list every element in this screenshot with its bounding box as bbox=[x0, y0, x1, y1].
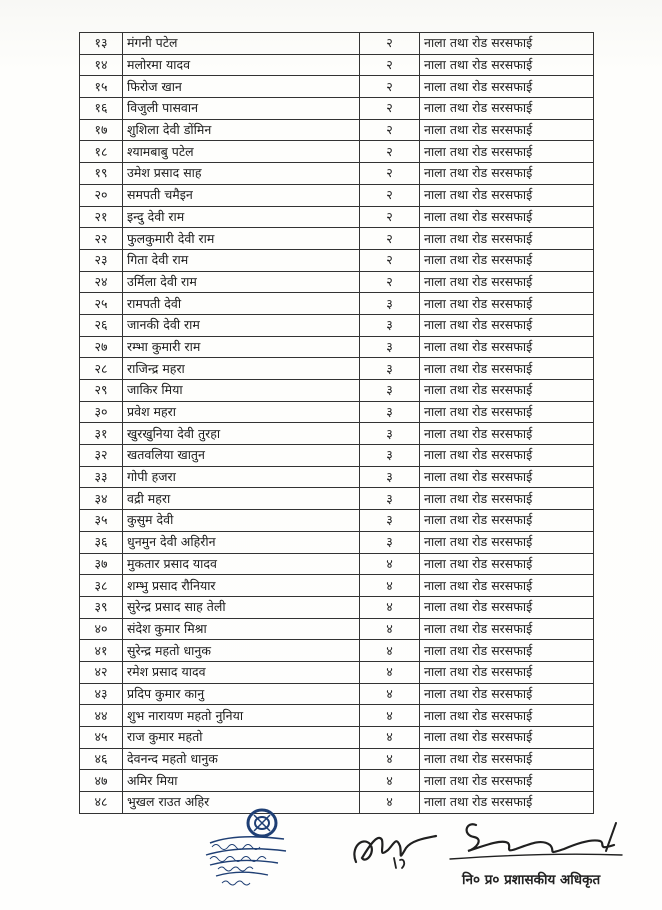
table-row bbox=[80, 249, 594, 271]
ward-number-cell: ४ bbox=[360, 618, 420, 640]
serial-number-cell: ३१ bbox=[80, 423, 123, 445]
work-description-cell: नाला तथा रोड सरसफाई bbox=[420, 596, 594, 618]
worker-name-cell: शुभ नारायण महतो नुनिया bbox=[123, 705, 360, 727]
worker-name-cell: श्यामबाबु पटेल bbox=[123, 141, 360, 163]
worker-name-cell: समपती चमैइन bbox=[123, 184, 360, 206]
ward-number-cell: ४ bbox=[360, 575, 420, 597]
table-row bbox=[80, 683, 594, 705]
serial-number-cell: ४७ bbox=[80, 770, 123, 792]
table-row bbox=[80, 358, 594, 380]
ward-number-cell: ३ bbox=[360, 445, 420, 467]
table-row bbox=[80, 228, 594, 250]
work-description-cell: नाला तथा रोड सरसफाई bbox=[420, 770, 594, 792]
worker-name-cell: इन्दु देवी राम bbox=[123, 206, 360, 228]
table-row bbox=[80, 76, 594, 98]
ward-number-cell: ४ bbox=[360, 770, 420, 792]
worker-name-cell: गोपी हजरा bbox=[123, 466, 360, 488]
ward-number-cell: ३ bbox=[360, 488, 420, 510]
ward-number-cell: ३ bbox=[360, 466, 420, 488]
worker-name-cell: जाकिर मिया bbox=[123, 380, 360, 402]
table-row bbox=[80, 640, 594, 662]
table-row bbox=[80, 445, 594, 467]
work-description-cell: नाला तथा रोड सरसफाई bbox=[420, 76, 594, 98]
work-description-cell: नाला तथा रोड सरसफाई bbox=[420, 727, 594, 749]
worker-name-cell: अमिर मिया bbox=[123, 770, 360, 792]
table-row bbox=[80, 466, 594, 488]
table-row bbox=[80, 510, 594, 532]
work-description-cell: नाला तथा रोड सरसफाई bbox=[420, 141, 594, 163]
table-row bbox=[80, 314, 594, 336]
work-description-cell: नाला तथा रोड सरसफाई bbox=[420, 683, 594, 705]
table-row bbox=[80, 33, 594, 55]
work-description-cell: नाला तथा रोड सरसफाई bbox=[420, 423, 594, 445]
work-description-cell: नाला तथा रोड सरसफाई bbox=[420, 358, 594, 380]
work-description-cell: नाला तथा रोड सरसफाई bbox=[420, 553, 594, 575]
ward-number-cell: २ bbox=[360, 98, 420, 120]
worker-name-cell: कुसुम देवी bbox=[123, 510, 360, 532]
ward-number-cell: ३ bbox=[360, 380, 420, 402]
worker-name-cell: देवनन्द महतो धानुक bbox=[123, 748, 360, 770]
table-row bbox=[80, 401, 594, 423]
worker-name-cell: प्रदिप कुमार कानु bbox=[123, 683, 360, 705]
ward-number-cell: ४ bbox=[360, 792, 420, 814]
serial-number-cell: ३८ bbox=[80, 575, 123, 597]
worker-name-cell: राज कुमार महतो bbox=[123, 727, 360, 749]
signature-2-icon bbox=[446, 815, 626, 865]
work-description-cell: नाला तथा रोड सरसफाई bbox=[420, 466, 594, 488]
worker-name-cell: भुखल राउत अहिर bbox=[123, 792, 360, 814]
table-row bbox=[80, 705, 594, 727]
worker-name-cell: मंगनी पटेल bbox=[123, 33, 360, 55]
table-row bbox=[80, 54, 594, 76]
work-description-cell: नाला तथा रोड सरसफाई bbox=[420, 445, 594, 467]
worker-name-cell: संदेश कुमार मिश्रा bbox=[123, 618, 360, 640]
table-row bbox=[80, 553, 594, 575]
table-row bbox=[80, 531, 594, 553]
officer-designation: नि० प्र० प्रशासकीय अधिकृत bbox=[462, 872, 601, 888]
ward-number-cell: २ bbox=[360, 119, 420, 141]
ward-number-cell: ४ bbox=[360, 705, 420, 727]
worker-name-cell: विजुली पासवान bbox=[123, 98, 360, 120]
ward-number-cell: २ bbox=[360, 163, 420, 185]
work-description-cell: नाला तथा रोड सरसफाई bbox=[420, 336, 594, 358]
work-description-cell: नाला तथा रोड सरसफाई bbox=[420, 705, 594, 727]
ward-number-cell: २ bbox=[360, 141, 420, 163]
serial-number-cell: ३० bbox=[80, 401, 123, 423]
ward-number-cell: २ bbox=[360, 76, 420, 98]
municipality-seal-icon bbox=[196, 803, 292, 895]
work-description-cell: नाला तथा रोड सरसफाई bbox=[420, 510, 594, 532]
worker-name-cell: उमेश प्रसाद साह bbox=[123, 163, 360, 185]
ward-number-cell: ३ bbox=[360, 336, 420, 358]
table-row bbox=[80, 98, 594, 120]
work-description-cell: नाला तथा रोड सरसफाई bbox=[420, 33, 594, 55]
serial-number-cell: २७ bbox=[80, 336, 123, 358]
signature-1-icon bbox=[348, 818, 440, 876]
table-row bbox=[80, 618, 594, 640]
work-description-cell: नाला तथा रोड सरसफाई bbox=[420, 575, 594, 597]
serial-number-cell: ३५ bbox=[80, 510, 123, 532]
work-description-cell: नाला तथा रोड सरसफाई bbox=[420, 748, 594, 770]
serial-number-cell: २१ bbox=[80, 206, 123, 228]
ward-number-cell: २ bbox=[360, 228, 420, 250]
serial-number-cell: ३४ bbox=[80, 488, 123, 510]
worker-name-cell: उर्मिला देवी राम bbox=[123, 271, 360, 293]
worker-name-cell: प्रवेश महरा bbox=[123, 401, 360, 423]
ward-number-cell: ३ bbox=[360, 314, 420, 336]
work-description-cell: नाला तथा रोड सरसफाई bbox=[420, 271, 594, 293]
work-description-cell: नाला तथा रोड सरसफाई bbox=[420, 184, 594, 206]
serial-number-cell: २६ bbox=[80, 314, 123, 336]
serial-number-cell: १७ bbox=[80, 119, 123, 141]
worker-name-cell: राजिन्द्र महरा bbox=[123, 358, 360, 380]
worker-name-cell: मुकतार प्रसाद यादव bbox=[123, 553, 360, 575]
worker-name-cell: जानकी देवी राम bbox=[123, 314, 360, 336]
serial-number-cell: ३६ bbox=[80, 531, 123, 553]
ward-number-cell: ४ bbox=[360, 727, 420, 749]
work-description-cell: नाला तथा रोड सरसफाई bbox=[420, 206, 594, 228]
work-description-cell: नाला तथा रोड सरसफाई bbox=[420, 163, 594, 185]
table-row bbox=[80, 661, 594, 683]
table-row bbox=[80, 184, 594, 206]
ward-number-cell: ४ bbox=[360, 596, 420, 618]
table-row bbox=[80, 271, 594, 293]
serial-number-cell: १९ bbox=[80, 163, 123, 185]
worker-name-cell: फुलकुमारी देवी राम bbox=[123, 228, 360, 250]
serial-number-cell: २८ bbox=[80, 358, 123, 380]
serial-number-cell: २९ bbox=[80, 380, 123, 402]
serial-number-cell: ३२ bbox=[80, 445, 123, 467]
worker-name-cell: सुरेन्द्र प्रसाद साह तेली bbox=[123, 596, 360, 618]
serial-number-cell: ४४ bbox=[80, 705, 123, 727]
worker-name-cell: सुरेन्द्र महतो धानुक bbox=[123, 640, 360, 662]
ward-number-cell: ३ bbox=[360, 293, 420, 315]
work-description-cell: नाला तथा रोड सरसफाई bbox=[420, 380, 594, 402]
table-row bbox=[80, 336, 594, 358]
serial-number-cell: ३३ bbox=[80, 466, 123, 488]
serial-number-cell: २४ bbox=[80, 271, 123, 293]
work-description-cell: नाला तथा रोड सरसफाई bbox=[420, 792, 594, 814]
work-description-cell: नाला तथा रोड सरसफाई bbox=[420, 98, 594, 120]
worker-name-cell: खतवलिया खातुन bbox=[123, 445, 360, 467]
serial-number-cell: ४० bbox=[80, 618, 123, 640]
work-description-cell: नाला तथा रोड सरसफाई bbox=[420, 119, 594, 141]
work-description-cell: नाला तथा रोड सरसफाई bbox=[420, 531, 594, 553]
ward-number-cell: २ bbox=[360, 184, 420, 206]
worker-name-cell: शम्भु प्रसाद रौनियार bbox=[123, 575, 360, 597]
table-row bbox=[80, 293, 594, 315]
serial-number-cell: ४३ bbox=[80, 683, 123, 705]
ward-number-cell: ३ bbox=[360, 401, 420, 423]
work-description-cell: नाला तथा रोड सरसफाई bbox=[420, 54, 594, 76]
work-description-cell: नाला तथा रोड सरसफाई bbox=[420, 293, 594, 315]
ward-number-cell: २ bbox=[360, 249, 420, 271]
work-description-cell: नाला तथा रोड सरसफाई bbox=[420, 488, 594, 510]
table-row bbox=[80, 575, 594, 597]
table-row bbox=[80, 423, 594, 445]
table-row bbox=[80, 770, 594, 792]
worker-name-cell: रामपती देवी bbox=[123, 293, 360, 315]
table-row bbox=[80, 380, 594, 402]
serial-number-cell: २५ bbox=[80, 293, 123, 315]
ward-number-cell: ४ bbox=[360, 683, 420, 705]
worker-name-cell: शुशिला देवी डोंमिन bbox=[123, 119, 360, 141]
workers-table-body bbox=[80, 33, 594, 814]
worker-name-cell: खुरखुनिया देवी तुरहा bbox=[123, 423, 360, 445]
serial-number-cell: १४ bbox=[80, 54, 123, 76]
ward-number-cell: ३ bbox=[360, 531, 420, 553]
ward-number-cell: ४ bbox=[360, 748, 420, 770]
table-row bbox=[80, 596, 594, 618]
ward-number-cell: ४ bbox=[360, 553, 420, 575]
workers-table bbox=[79, 32, 594, 814]
ward-number-cell: ३ bbox=[360, 510, 420, 532]
ward-number-cell: २ bbox=[360, 54, 420, 76]
serial-number-cell: १८ bbox=[80, 141, 123, 163]
serial-number-cell: ४६ bbox=[80, 748, 123, 770]
ward-number-cell: २ bbox=[360, 271, 420, 293]
table-row bbox=[80, 206, 594, 228]
work-description-cell: नाला तथा रोड सरसफाई bbox=[420, 661, 594, 683]
serial-number-cell: ४२ bbox=[80, 661, 123, 683]
worker-name-cell: रम्भा कुमारी राम bbox=[123, 336, 360, 358]
worker-name-cell: मलोरमा यादव bbox=[123, 54, 360, 76]
table-row bbox=[80, 792, 594, 814]
table-row bbox=[80, 727, 594, 749]
ward-number-cell: २ bbox=[360, 206, 420, 228]
ward-number-cell: ३ bbox=[360, 423, 420, 445]
worker-name-cell: फिरोज खान bbox=[123, 76, 360, 98]
work-description-cell: नाला तथा रोड सरसफाई bbox=[420, 314, 594, 336]
serial-number-cell: २३ bbox=[80, 249, 123, 271]
worker-name-cell: रमेश प्रसाद यादव bbox=[123, 661, 360, 683]
serial-number-cell: २० bbox=[80, 184, 123, 206]
ward-number-cell: २ bbox=[360, 33, 420, 55]
serial-number-cell: ४५ bbox=[80, 727, 123, 749]
ward-number-cell: ४ bbox=[360, 640, 420, 662]
work-description-cell: नाला तथा रोड सरसफाई bbox=[420, 618, 594, 640]
serial-number-cell: १३ bbox=[80, 33, 123, 55]
table-row bbox=[80, 119, 594, 141]
serial-number-cell: ३७ bbox=[80, 553, 123, 575]
ward-number-cell: ४ bbox=[360, 661, 420, 683]
worker-name-cell: गिता देवी राम bbox=[123, 249, 360, 271]
table-row bbox=[80, 163, 594, 185]
worker-name-cell: धुनमुन देवी अहिरीन bbox=[123, 531, 360, 553]
worker-name-cell: वद्री महरा bbox=[123, 488, 360, 510]
table-row bbox=[80, 748, 594, 770]
serial-number-cell: १५ bbox=[80, 76, 123, 98]
serial-number-cell: ४८ bbox=[80, 792, 123, 814]
work-description-cell: नाला तथा रोड सरसफाई bbox=[420, 640, 594, 662]
table-row bbox=[80, 488, 594, 510]
serial-number-cell: २२ bbox=[80, 228, 123, 250]
serial-number-cell: १६ bbox=[80, 98, 123, 120]
table-row bbox=[80, 141, 594, 163]
work-description-cell: नाला तथा रोड सरसफाई bbox=[420, 401, 594, 423]
serial-number-cell: ३९ bbox=[80, 596, 123, 618]
serial-number-cell: ४१ bbox=[80, 640, 123, 662]
ward-number-cell: ३ bbox=[360, 358, 420, 380]
work-description-cell: नाला तथा रोड सरसफाई bbox=[420, 249, 594, 271]
work-description-cell: नाला तथा रोड सरसफाई bbox=[420, 228, 594, 250]
